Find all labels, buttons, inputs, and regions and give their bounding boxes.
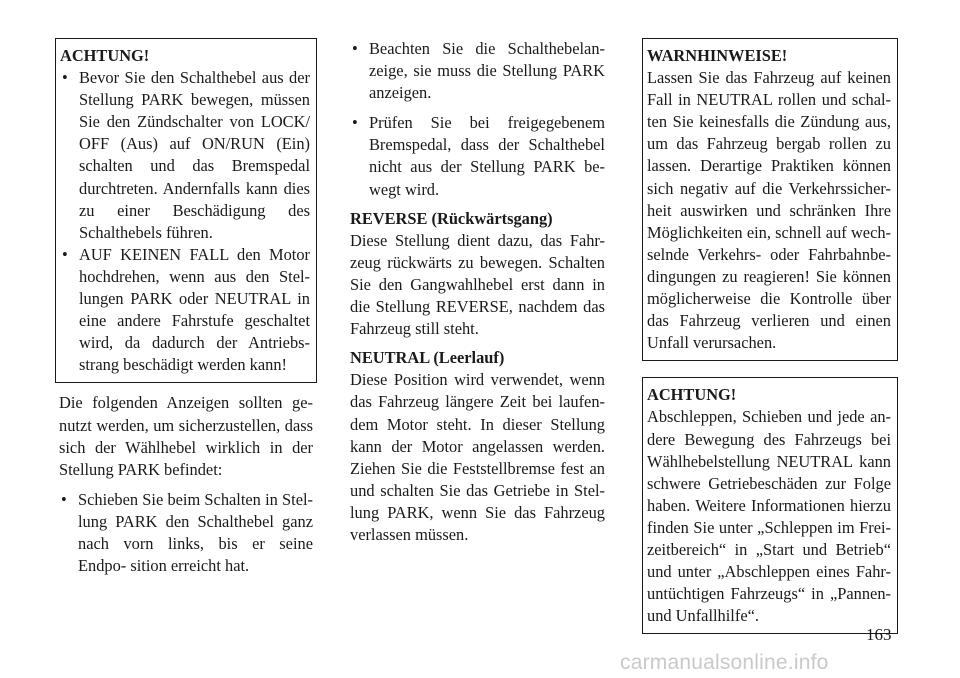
list-item: • Schieben Sie beim Schalten in Stel- lung PARK den Schalthebel ganz nach vorn links, bis er seine Endpo- sition erreicht hat. — [59, 489, 313, 577]
warning-text: Lassen Sie das Fahrzeug auf keinen Fall in NEUTRAL rollen und schal- ten Sie keinesfalls die Zündung aus, um das Fahrzeug bergab rollen zu lassen. Derartige Praktiken können sich negativ auf die Verkehrssicher- heit auswirken und schränken Ihre Möglichkeiten ein, schnell auf wech- selnde Verkehrs- oder Fahrbahnbe- dingungen zu reagieren! Sie können möglicherweise die Kontrolle über das Fahrzeug verlieren und einen Unfall verursachen. — [647, 68, 891, 353]
caution-box — [55, 38, 317, 383]
caution-item: • AUF KEINEN FALL den Motor hochdrehen, wenn aus den Stel- lungen PARK oder NEUTRAL in eine andere Fahrstufe geschaltet wird, da dadurch der Antriebs- strang beschädigt werden kann! — [60, 244, 310, 377]
column-right — [642, 38, 896, 634]
park-check-list — [59, 489, 313, 577]
caution-text: Abschleppen, Schieben und jede an- dere Bewegung des Fahrzeugs bei Wählhebelstellung NEUTRAL kann schwere Getriebeschäden zur Folge haben. Weitere Informationen hierzu finden Sie unter „Schleppen im Frei- zeitbereich“ in „Start und Betrieb“ und unter „Abschleppen eines Fahr- untüchtigen Fahrzeugs“ in „Pannen- und Unfallhilfe“. — [647, 407, 891, 626]
reverse-paragraph: Diese Stellung dient dazu, das Fahr- zeug rückwärts zu bewegen. Schalten Sie den Gangwahlhebel erst dann in die Stellung REVERSE, nachdem das Fahrzeug still steht. — [350, 230, 605, 339]
list-item: • Prüfen Sie bei freigegebenem Bremspedal, dass der Schalthebel nicht aus der Stellung PARK be- wegt wird. — [350, 112, 605, 200]
caution-box-towing — [642, 377, 898, 634]
warning-box — [642, 38, 898, 361]
list-item: • Beachten Sie die Schalthebelan- zeige, sie muss die Stellung PARK anzeigen. — [350, 38, 605, 104]
intro-paragraph: Die folgenden Anzeigen sollten ge- nutzt werden, um sicherzustellen, dass sich der Wählhebel wirklich in der Stellung PARK befindet: — [59, 393, 313, 479]
caution-list — [60, 67, 310, 376]
column-middle — [350, 38, 605, 546]
caution-item: • Bevor Sie den Schalthebel aus der Stellung PARK bewegen, müssen Sie den Zündschalter von LOCK/ OFF (Aus) auf ON/RUN (Ein) schalten und das Bremspedal durchtreten. Andernfalls kann dies zu einer Beschädigung des Schalthebels führen. — [60, 67, 310, 244]
warning-title: WARNHINWEISE! — [647, 46, 788, 65]
reverse-heading: REVERSE (Rückwärtsgang) — [350, 208, 553, 228]
neutral-heading: NEUTRAL (Leerlauf) — [350, 348, 505, 368]
caution-title: ACHTUNG! — [647, 385, 737, 405]
watermark: carmanualsonline.info — [620, 651, 829, 674]
caution-title: ACHTUNG! — [60, 46, 150, 65]
park-check-list-continued — [350, 38, 605, 201]
column-left — [59, 38, 313, 577]
page-number: 163 — [866, 625, 892, 644]
neutral-paragraph: Diese Position wird verwendet, wenn das Fahrzeug längere Zeit bei laufen- dem Motor steht. In dieser Stellung kann der Motor angelassen werden. Ziehen Sie die Feststellbremse fest an und schalten Sie das Getriebe in Stel- lung PARK, wenn Sie das Fahrzeug verlassen müssen. — [350, 370, 605, 544]
